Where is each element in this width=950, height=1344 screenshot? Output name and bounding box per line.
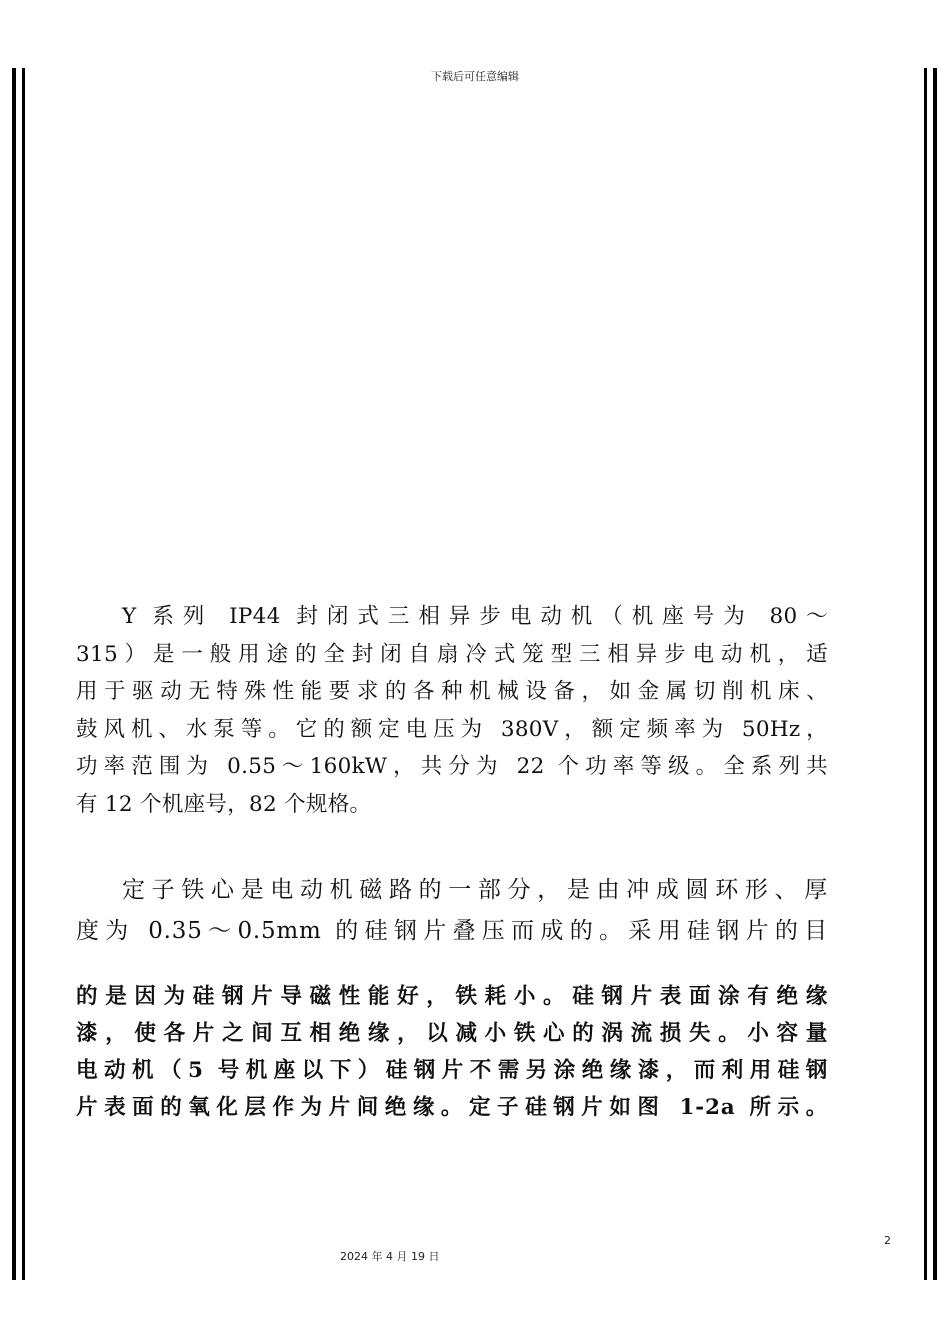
footer-date: 2024 年 4 月 19 日 xyxy=(340,1250,440,1263)
text-line: 用于驱动无特殊性能要求的各种机械设备，如金属切削机床、 xyxy=(76,679,828,704)
right-border-bar-outer xyxy=(933,68,937,1280)
text-line: 度为 0.35～0.5mm 的硅钢片叠压而成的。采用硅钢片的目 xyxy=(76,918,828,944)
text-line: 漆，使各片之间互相绝缘，以减小铁心的涡流损失。小容量 xyxy=(76,1021,828,1046)
page-number: 2 xyxy=(884,1234,891,1247)
text-line: 鼓风机、水泵等。它的额定电压为 380V，额定频率为 50Hz， xyxy=(76,716,828,742)
text-line: 片表面的氧化层作为片间绝缘。定子硅钢片如图 1-2a 所示。 xyxy=(76,1095,828,1120)
paragraph-motor-series xyxy=(76,598,828,823)
right-border-bar-inner xyxy=(924,68,927,1280)
left-border-bar-outer xyxy=(12,68,16,1280)
text-line: 的是因为硅钢片导磁性能好，铁耗小。硅钢片表面涂有绝缘 xyxy=(76,984,828,1009)
text-line: Y 系列 IP44 封闭式三相异步电动机（机座号为 80～ xyxy=(122,604,828,629)
text-line: 定子铁心是电动机磁路的一部分，是由冲成圆环形、厚 xyxy=(122,877,828,903)
paragraph-silicon-steel xyxy=(76,978,828,1126)
page-header: 下载后可任意编辑 xyxy=(431,70,519,83)
text-line: 有 12 个机座号，82 个规格。 xyxy=(76,791,372,817)
text-line: 315）是一般用途的全封闭自扇冷式笼型三相异步电动机，适 xyxy=(76,641,828,667)
left-border-bar-inner xyxy=(22,68,25,1280)
text-line: 电动机（5 号机座以下）硅钢片不需另涂绝缘漆，而利用硅钢 xyxy=(76,1058,828,1083)
paragraph-stator-core xyxy=(76,870,828,952)
text-line: 功率范围为 0.55～160kW，共分为 22 个功率等级。全系列共 xyxy=(76,754,828,779)
